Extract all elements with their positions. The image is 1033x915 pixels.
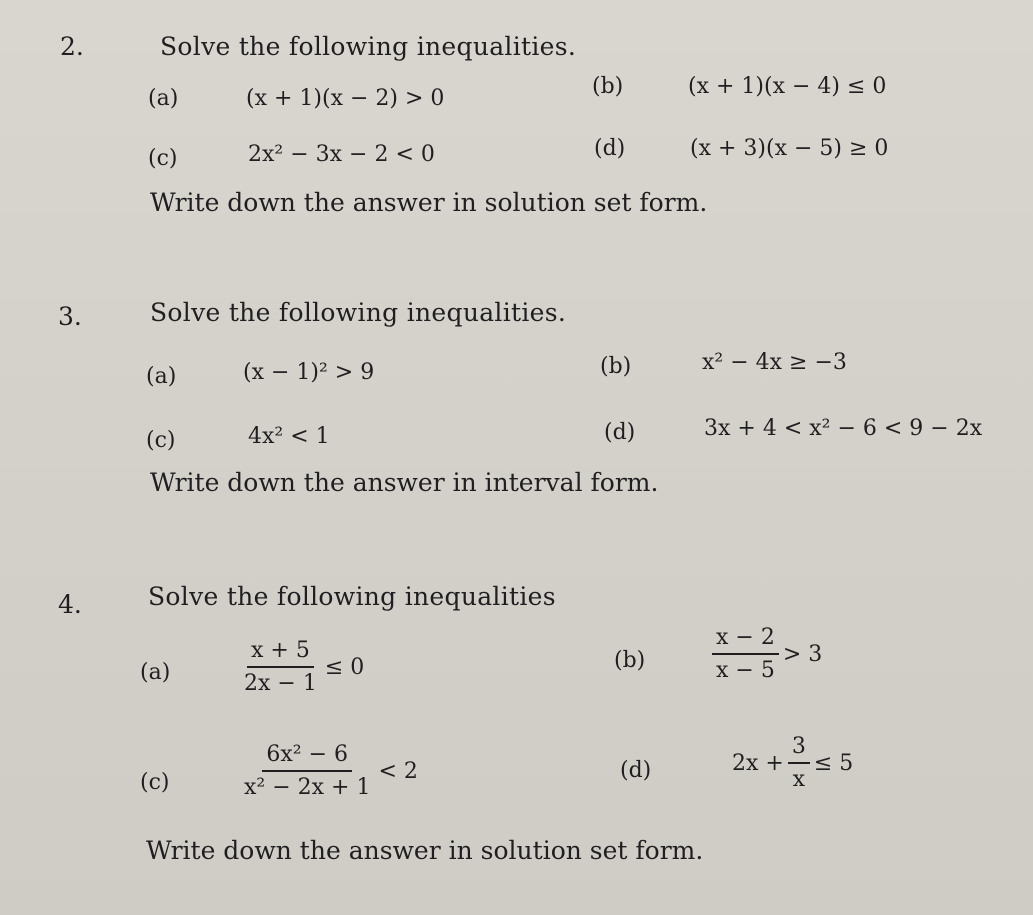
q3-part-b-expression: x² − 4x ≥ −3 — [702, 350, 847, 375]
q4-part-a-numerator: x + 5 — [247, 638, 314, 668]
q4-part-d-denominator: x — [792, 767, 806, 793]
q2-part-a-label: (a) — [148, 86, 179, 111]
q3-part-c-label: (c) — [146, 428, 176, 453]
q2-part-a-expression: (x + 1)(x − 2) > 0 — [246, 86, 445, 111]
q4-instruction: Write down the answer in solution set form. — [146, 836, 704, 865]
q4-part-b-tail: > 3 — [782, 641, 823, 667]
q4-part-d-lead: 2x + — [732, 750, 784, 776]
q4-part-d-numerator: 3 — [788, 734, 810, 764]
q4-part-c-fraction — [240, 742, 374, 801]
q2-part-c-expression: 2x² − 3x − 2 < 0 — [248, 142, 435, 167]
q4-part-a-tail: ≤ 0 — [324, 654, 365, 680]
q2-part-b-expression: (x + 1)(x − 4) ≤ 0 — [688, 74, 887, 99]
q3-part-a-expression: (x − 1)² > 9 — [243, 360, 375, 385]
question-4-title: Solve the following inequalities — [148, 582, 556, 611]
q4-part-a-expression — [240, 638, 364, 697]
q2-part-d-expression: (x + 3)(x − 5) ≥ 0 — [690, 136, 889, 161]
question-4-number: 4. — [58, 590, 82, 619]
q4-part-d-tail: ≤ 5 — [813, 750, 854, 776]
q3-part-c-expression: 4x² < 1 — [248, 424, 330, 449]
q4-part-a-denominator: 2x − 1 — [244, 671, 317, 697]
q4-part-b-denominator: x − 5 — [716, 658, 775, 684]
q3-part-b-label: (b) — [600, 354, 632, 379]
q2-part-c-label: (c) — [148, 146, 178, 171]
question-2-title: Solve the following inequalities. — [160, 32, 577, 61]
q4-part-b-label: (b) — [614, 648, 646, 673]
q4-part-b-fraction — [712, 625, 779, 684]
q3-part-a-label: (a) — [146, 364, 177, 389]
q3-part-d-expression: 3x + 4 < x² − 6 < 9 − 2x — [704, 416, 983, 441]
q4-part-c-expression — [240, 742, 418, 801]
q4-part-b-numerator: x − 2 — [712, 625, 779, 655]
q3-part-d-label: (d) — [604, 420, 636, 445]
q2-part-d-label: (d) — [594, 136, 626, 161]
q4-part-b-expression — [712, 625, 822, 684]
q3-instruction: Write down the answer in interval form. — [150, 468, 659, 497]
q4-part-a-fraction — [240, 638, 321, 697]
q2-part-b-label: (b) — [592, 74, 624, 99]
question-2-number: 2. — [60, 32, 84, 61]
q4-part-c-denominator: x² − 2x + 1 — [244, 775, 371, 801]
q4-part-d-expression — [732, 734, 853, 793]
q4-part-d-fraction — [788, 734, 810, 793]
question-3-number: 3. — [58, 302, 82, 331]
q4-part-c-label: (c) — [140, 770, 170, 795]
q2-instruction: Write down the answer in solution set form. — [150, 188, 708, 217]
q4-part-c-tail: < 2 — [378, 758, 418, 784]
q4-part-d-label: (d) — [620, 758, 652, 783]
q4-part-c-numerator: 6x² − 6 — [262, 742, 352, 772]
q4-part-a-label: (a) — [140, 660, 171, 685]
question-3-title: Solve the following inequalities. — [150, 298, 567, 327]
